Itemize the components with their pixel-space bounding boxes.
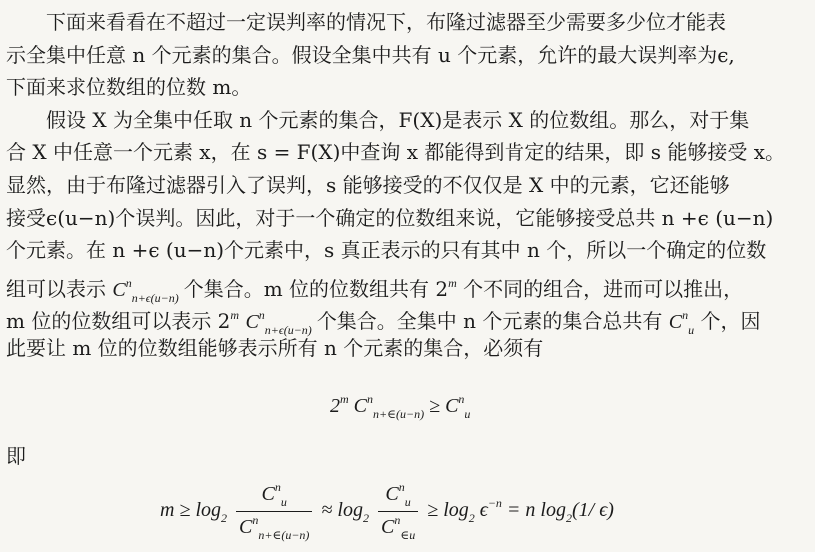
eq2-frac-2-den-sup: n (394, 513, 401, 527)
power-m-2: m (230, 308, 240, 323)
eq2-frac-2-den (378, 512, 418, 543)
paragraph-2-line-7 (6, 299, 809, 338)
eq2-frac-1-den-sup: n (252, 513, 259, 527)
eq2-frac-1-num-sub: u (280, 495, 287, 509)
eq2-eq: = (506, 499, 521, 522)
paragraph-1 (6, 6, 809, 104)
eq1-two: 2 (330, 395, 340, 417)
paragraph-2-line-1: 假设 X 为全集中任取 n 个元素的集合，F(X)是表示 X 的位数组。那么，对于集 (46, 107, 750, 132)
eq1-geq: ≥ (429, 395, 441, 417)
inequality-1 (330, 392, 470, 422)
eq2-frac-1-den-sub: n+∈(u−n) (258, 528, 310, 542)
eq1-sub-u: u (464, 407, 471, 421)
paragraph-2-line-6-text-a: 组可以表示 (6, 276, 113, 301)
eq2-n: n (525, 499, 536, 522)
binomial-n-over-n-eps-2 (245, 308, 316, 338)
paragraph-2-line-4: 接受ϵ(u−n)个误判。因此，对于一个确定的位数组来说，它能够接受总共 n +ϵ (u−n) (6, 205, 774, 230)
eq2-log-4: log (540, 499, 566, 522)
binomial-sub-n-eps-2: n+ϵ(u−n) (264, 323, 312, 338)
eq2-frac-2-den-c: C (380, 516, 395, 538)
eq2-frac-2-num (378, 480, 418, 512)
eq2-frac-1-num (236, 480, 312, 512)
inequality-2 (160, 480, 614, 543)
binomial-sup-n-3: n (682, 308, 689, 323)
eq1-sub: n+∈(u−n) (373, 407, 425, 421)
paragraph-2-line-2: 合 X 中任意一个元素 x，在 s = F(X)中查询 x 都能得到肯定的结果，即 s 能够接受 x。 (6, 140, 786, 165)
paragraph-1-line-1: 下面来看看在不超过一定误判率的情况下，布隆过滤器至少需要多少位才能表 (46, 10, 726, 34)
binomial-sub-u: u (688, 323, 695, 338)
paragraph-2-line-7-text-b: 个集合。全集中 n 个元素的集合总共有 (316, 309, 669, 334)
eq2-frac-2-num-c: C (385, 483, 399, 505)
label-ji: 即 (6, 444, 26, 468)
paragraph-2-line-8: 此要让 m 位的位数组能够表示所有 n 个元素的集合，必须有 (6, 335, 544, 360)
eq1-c: C (353, 395, 368, 417)
eq2-log-3: log (443, 499, 469, 522)
paragraph-2-line-6 (6, 267, 809, 305)
paragraph-2-line-6-text-b: 个集合。m 位的位数组共有 2 (183, 276, 449, 301)
eq1-sup-n: n (367, 392, 374, 406)
binomial-c-2: C (245, 311, 259, 334)
eq2-frac-1-num-sup: n (274, 480, 281, 494)
paragraph-1-line-3: 下面来求位数组的位数 m。 (6, 75, 252, 100)
paragraph-2-line-6-text-c: 个不同的组合，进而可以推出， (463, 276, 744, 301)
binomial-u-n (668, 308, 695, 338)
eq2-log-1-base: 2 (221, 511, 227, 526)
binomial-c: C (112, 278, 126, 301)
eq1-c-2: C (445, 395, 459, 417)
eq2-frac-1-den (236, 512, 312, 543)
paragraph-2-line-3: 显然，由于布隆过滤器引入了误判，s 能够接受的不仅仅是 X 中的元素，它还能够 (6, 172, 730, 197)
power-m: m (448, 275, 457, 290)
binomial-sup-n: n (125, 275, 132, 290)
eq2-log-2-base: 2 (362, 511, 369, 526)
eq2-frac-2-num-sup: n (398, 480, 405, 494)
eq2-frac-2-num-sub: u (404, 495, 411, 509)
eq2-m: m (160, 499, 175, 522)
eq2-log-2: log (337, 499, 363, 522)
eq2-log-4-base: 2 (565, 511, 572, 526)
binomial-c-3: C (668, 311, 683, 334)
eq2-frac-1-den-c: C (239, 516, 253, 538)
eq2-frac-2 (378, 480, 418, 543)
paragraph-2-line-7-text-c: 个，因 (700, 309, 761, 334)
paragraph-2-line-7-text-a: m 位的位数组可以表示 2 (6, 309, 231, 334)
eq2-log-3-base: 2 (468, 511, 475, 526)
binomial-n-over-n-eps (112, 275, 183, 305)
eq2-frac-2-den-sub: ∈u (400, 528, 416, 542)
eq2-approx: ≈ (321, 499, 333, 522)
eq2-log-1: log (195, 499, 221, 522)
paragraph-2-line-5: 个元素。在 n +ϵ (u−n)个元素中，s 真正表示的只有其中 n 个，所以一个确定的位数 (6, 238, 767, 263)
eq2-geq: ≥ (179, 499, 191, 522)
binomial-sub-n-eps: n+ϵ(u−n) (131, 290, 179, 305)
paragraph-1-line-2: 示全集中任意 n 个元素的集合。假设全集中共有 u 个元素，允许的最大误判率为ϵ, (6, 42, 735, 67)
eq1-sup-n-2: n (458, 392, 465, 406)
eq2-frac-1 (236, 480, 312, 543)
paragraph-2 (6, 104, 809, 365)
eq2-one-over-eps: (1/ ϵ) (571, 499, 614, 522)
eq2-frac-1-num-c: C (261, 483, 275, 505)
eq2-eps-power: −n (487, 496, 502, 511)
eq2-geq-2: ≥ (427, 499, 439, 522)
eq1-power-m: m (340, 392, 349, 406)
eq2-eps: ϵ (479, 499, 488, 522)
binomial-sup-n-2: n (258, 308, 265, 323)
